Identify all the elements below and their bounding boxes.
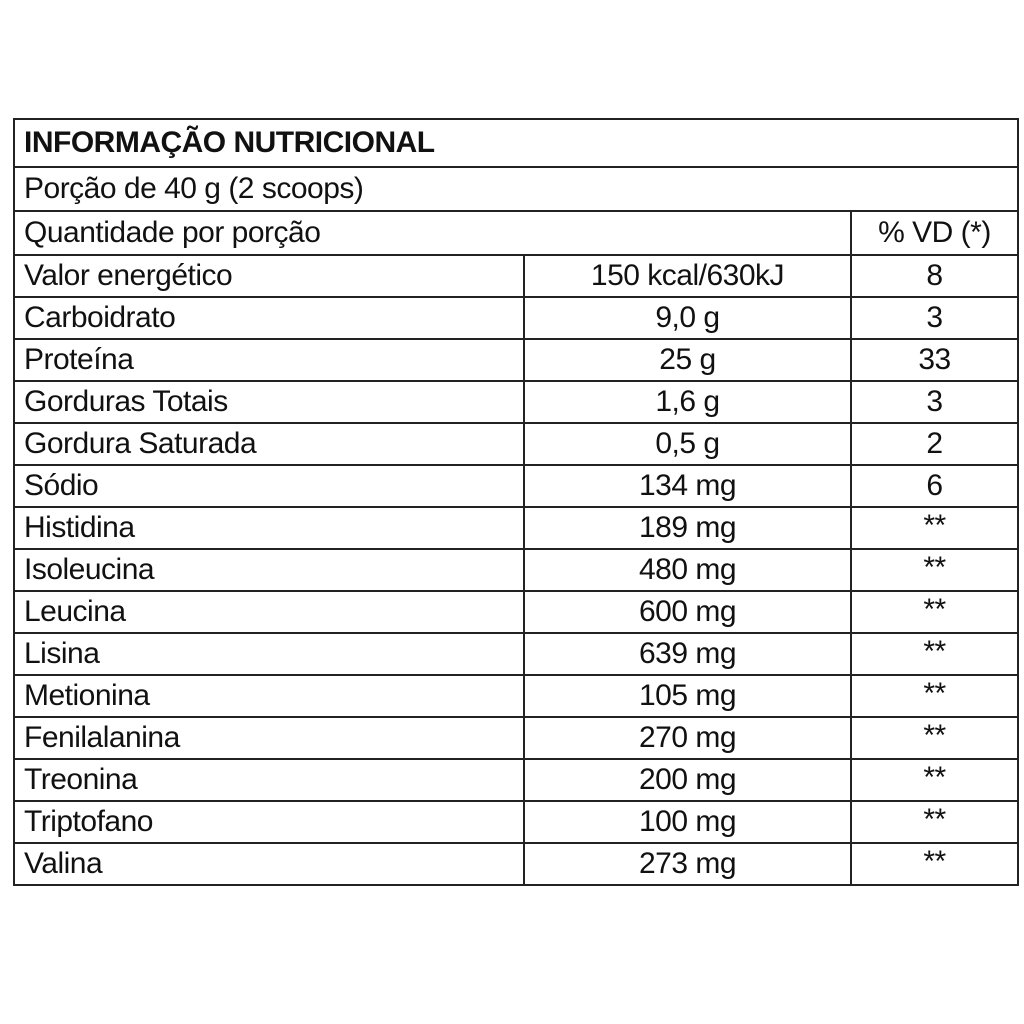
nutrient-amount: 105 mg <box>524 675 851 717</box>
nutrient-amount: 270 mg <box>524 717 851 759</box>
table-row <box>14 675 1018 717</box>
portion-size: Porção de 40 g (2 scoops) <box>14 167 1018 211</box>
nutrient-amount: 134 mg <box>524 465 851 507</box>
nutrient-name: Fenilalanina <box>14 717 524 759</box>
nutrient-amount: 189 mg <box>524 507 851 549</box>
nutrient-amount: 100 mg <box>524 801 851 843</box>
nutrient-name: Histidina <box>14 507 524 549</box>
nutrient-name: Carboidrato <box>14 297 524 339</box>
quantity-header: Quantidade por porção <box>14 211 851 255</box>
table-row <box>14 339 1018 381</box>
nutrient-name: Isoleucina <box>14 549 524 591</box>
nutrition-table-body <box>14 119 1018 885</box>
nutrient-amount: 600 mg <box>524 591 851 633</box>
nutrient-daily-value: ** <box>851 549 1018 591</box>
table-row <box>14 381 1018 423</box>
nutrient-name: Metionina <box>14 675 524 717</box>
table-row <box>14 297 1018 339</box>
nutrient-amount: 480 mg <box>524 549 851 591</box>
nutrient-daily-value: 8 <box>851 255 1018 297</box>
nutrient-name: Treonina <box>14 759 524 801</box>
nutrient-daily-value: 33 <box>851 339 1018 381</box>
table-row <box>14 717 1018 759</box>
table-row <box>14 549 1018 591</box>
nutrient-daily-value: ** <box>851 633 1018 675</box>
table-row <box>14 801 1018 843</box>
nutrient-name: Proteína <box>14 339 524 381</box>
nutrient-daily-value: 2 <box>851 423 1018 465</box>
nutrient-amount: 639 mg <box>524 633 851 675</box>
table-row <box>14 591 1018 633</box>
nutrient-name: Sódio <box>14 465 524 507</box>
nutrient-amount: 273 mg <box>524 843 851 885</box>
nutrient-amount: 1,6 g <box>524 381 851 423</box>
nutrient-daily-value: ** <box>851 675 1018 717</box>
table-row <box>14 423 1018 465</box>
nutrient-daily-value: 6 <box>851 465 1018 507</box>
header-row <box>14 211 1018 255</box>
nutrient-daily-value: 3 <box>851 297 1018 339</box>
nutrient-daily-value: ** <box>851 507 1018 549</box>
nutrient-daily-value: ** <box>851 801 1018 843</box>
portion-row <box>14 167 1018 211</box>
nutrient-amount: 150 kcal/630kJ <box>524 255 851 297</box>
nutrient-amount: 25 g <box>524 339 851 381</box>
nutrient-amount: 200 mg <box>524 759 851 801</box>
table-row <box>14 507 1018 549</box>
table-row <box>14 465 1018 507</box>
table-title: INFORMAÇÃO NUTRICIONAL <box>14 119 1018 167</box>
nutrient-daily-value: 3 <box>851 381 1018 423</box>
nutrient-name: Triptofano <box>14 801 524 843</box>
nutrient-daily-value: ** <box>851 717 1018 759</box>
nutrient-amount: 0,5 g <box>524 423 851 465</box>
nutrient-name: Gordura Saturada <box>14 423 524 465</box>
vd-header: % VD (*) <box>851 211 1018 255</box>
nutrition-facts-table <box>13 118 1019 886</box>
nutrient-name: Valina <box>14 843 524 885</box>
table-row <box>14 633 1018 675</box>
nutrient-amount: 9,0 g <box>524 297 851 339</box>
nutrient-name: Leucina <box>14 591 524 633</box>
table-row <box>14 255 1018 297</box>
nutrient-daily-value: ** <box>851 843 1018 885</box>
nutrient-name: Gorduras Totais <box>14 381 524 423</box>
nutrient-name: Lisina <box>14 633 524 675</box>
title-row <box>14 119 1018 167</box>
nutrient-daily-value: ** <box>851 759 1018 801</box>
table-row <box>14 759 1018 801</box>
nutrient-name: Valor energético <box>14 255 524 297</box>
table-row <box>14 843 1018 885</box>
nutrient-daily-value: ** <box>851 591 1018 633</box>
